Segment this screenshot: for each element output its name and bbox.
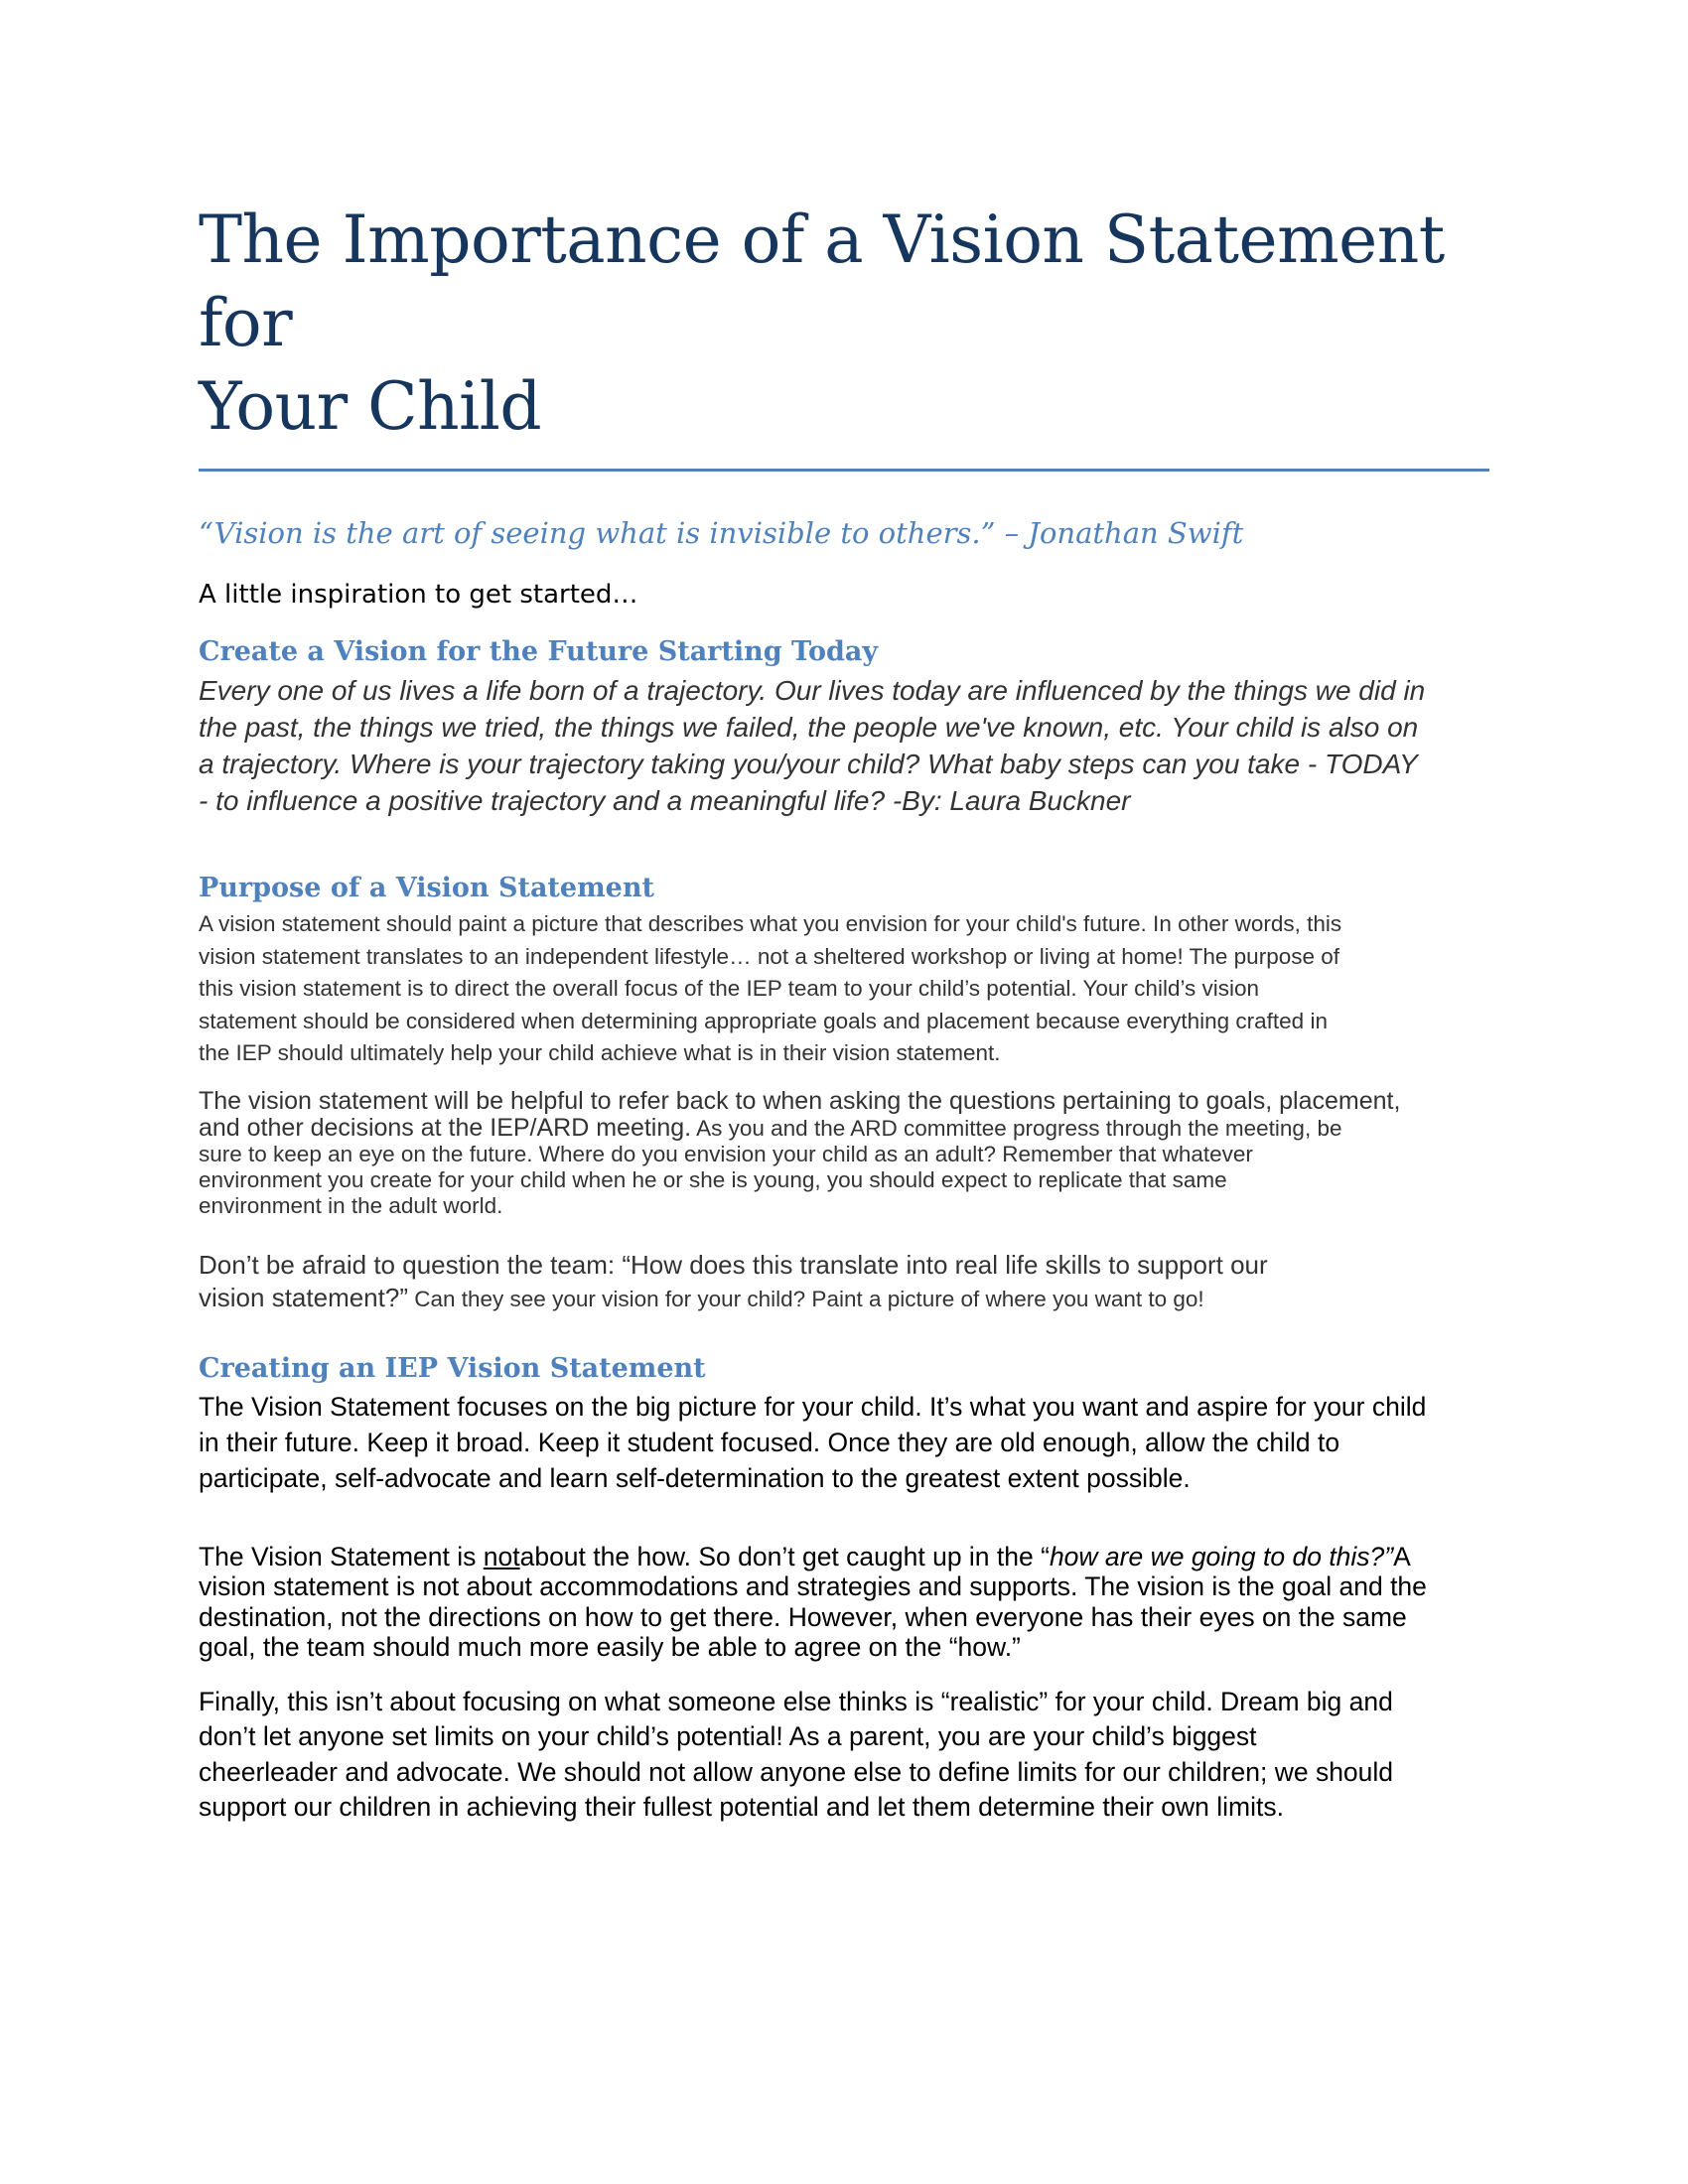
section-purpose-paragraph-2 <box>199 1088 1489 1219</box>
text-line: don’t let anyone set limits on your child’s potential! As a parent, you are your child’s biggest <box>199 1721 1257 1752</box>
text-line: A vision statement should paint a picture that describes what you envision for your child's future. In other words, this <box>199 911 1342 936</box>
title-divider <box>199 469 1489 472</box>
page-title-line-1: The Importance of a Vision Statement for <box>199 202 1445 361</box>
text-fragment: As you and the ARD committee progress through the meeting, be <box>691 1115 1342 1141</box>
text-line: The vision statement will be helpful to refer back to when asking the questions pertaining to goals, placement, <box>199 1086 1401 1115</box>
lead-text: A little inspiration to get started… <box>199 580 638 610</box>
epigraph-quote: “Vision is the art of seeing what is invisible to others.” – Jonathan Swift <box>199 516 1244 550</box>
text-line: the IEP should ultimately help your child achieve what is in their vision statement. <box>199 1040 1001 1066</box>
document-page <box>199 199 1489 1826</box>
text-line: participate, self-advocate and learn self-determination to the greatest extent possible. <box>199 1462 1191 1493</box>
text-line: the past, the things we tried, the things we failed, the people we've known, etc. Your child is also on <box>199 712 1419 743</box>
text-line: sure to keep an eye on the future. Where do you envision your child as an adult? Remember that whatever <box>199 1141 1253 1166</box>
text-line: environment you create for your child when he or she is young, you should expect to replicate that same <box>199 1166 1227 1192</box>
section-create-vision-paragraph <box>199 672 1489 819</box>
section-creating-iep-paragraph-1 <box>199 1389 1489 1496</box>
section-creating-iep-paragraph-2 <box>199 1542 1489 1663</box>
text-line: support our children in achieving their fullest potential and let them determine their own limits. <box>199 1792 1284 1823</box>
underlined-text: not <box>483 1541 520 1571</box>
text-line: goal, the team should much more easily be able to agree on the “how.” <box>199 1632 1021 1663</box>
text-line: - to influence a positive trajectory and a meaningful life? -By: Laura Buckner <box>199 785 1131 816</box>
text-fragment: The Vision Statement is <box>199 1541 484 1571</box>
section-heading-creating-iep: Creating an IEP Vision Statement <box>199 1352 706 1384</box>
section-heading-purpose: Purpose of a Vision Statement <box>199 873 654 903</box>
text-fragment: and other decisions at the IEP/ARD meeting. <box>199 1113 692 1142</box>
text-fragment: A <box>1393 1541 1411 1571</box>
text-fragment: vision statement?” <box>199 1282 408 1312</box>
text-line: The Vision Statement focuses on the big picture for your child. It’s what you want and aspire for your child <box>199 1391 1427 1422</box>
text-line: environment in the adult world. <box>199 1192 503 1218</box>
text-line: Don’t be afraid to question the team: “How does this translate into real life skills to support our <box>199 1249 1268 1280</box>
page-title-line-2: Your Child <box>199 368 542 445</box>
text-line: Every one of us lives a life born of a trajectory. Our lives today are influenced by the things we did in <box>199 675 1426 706</box>
section-purpose-paragraph-1 <box>199 908 1489 1070</box>
section-creating-iep-paragraph-3 <box>199 1685 1489 1826</box>
text-line: this vision statement is to direct the overall focus of the IEP team to your child’s potential. Your child’s vision <box>199 976 1260 1002</box>
text-line: a trajectory. Where is your trajectory taking you/your child? What baby steps can you take - TODAY <box>199 749 1418 779</box>
text-line: statement should be considered when determining appropriate goals and placement because everything crafted in <box>199 1008 1328 1033</box>
text-fragment: about the how. So don’t get caught up in the “ <box>519 1541 1050 1571</box>
page-title <box>199 199 1489 449</box>
text-line: vision statement translates to an independent lifestyle… not a sheltered workshop or living at home! The purpose of <box>199 943 1339 969</box>
text-line: in their future. Keep it broad. Keep it student focused. Once they are old enough, allow the child to <box>199 1427 1340 1457</box>
text-line: vision statement is not about accommodations and strategies and supports. The vision is the goal and the <box>199 1571 1427 1602</box>
section-heading-create-vision: Create a Vision for the Future Starting Today <box>199 636 879 667</box>
text-line: cheerleader and advocate. We should not allow anyone else to define limits for our children; we should <box>199 1756 1394 1787</box>
text-fragment: Can they see your vision for your child? Paint a picture of where you want to go! <box>407 1286 1204 1311</box>
text-line: Finally, this isn’t about focusing on what someone else thinks is “realistic” for your child. Dream big and <box>199 1686 1393 1716</box>
italic-text: how are we going to do this?” <box>1049 1541 1394 1571</box>
text-line: destination, not the directions on how to get there. However, when everyone has their eyes on the same <box>199 1601 1407 1632</box>
section-purpose-paragraph-3 <box>199 1249 1489 1315</box>
